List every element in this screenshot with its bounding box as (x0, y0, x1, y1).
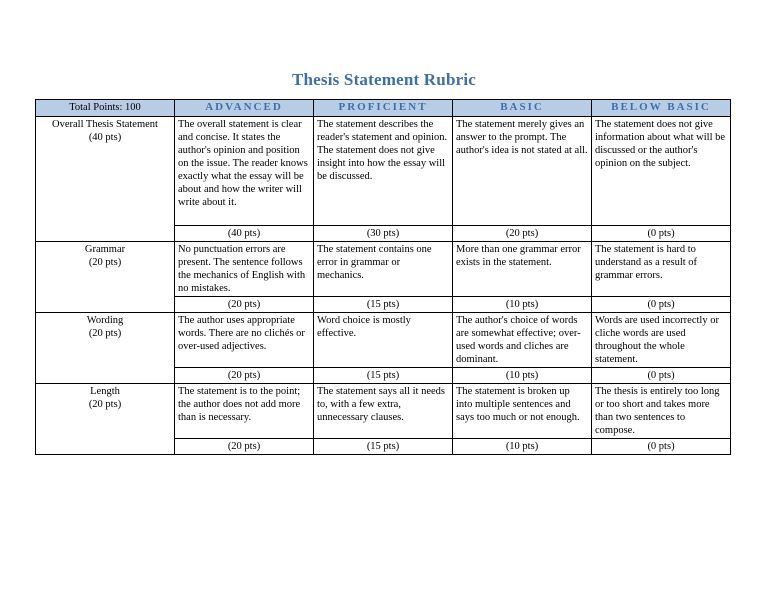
score-below-basic: (0 pts) (592, 368, 731, 384)
description-proficient: The statement contains one error in grammar or mechanics. (314, 242, 453, 297)
header-row (36, 100, 731, 117)
criterion-cell (36, 117, 175, 242)
level-header-basic: BASIC (453, 100, 592, 117)
description-advanced: No punctuation errors are present. The sentence follows the mechanics of English with no mistakes. (175, 242, 314, 297)
score-proficient: (15 pts) (314, 368, 453, 384)
score-basic: (20 pts) (453, 226, 592, 242)
score-basic: (10 pts) (453, 297, 592, 313)
level-header-advanced: ADVANCED (175, 100, 314, 117)
score-advanced: (20 pts) (175, 368, 314, 384)
description-proficient: The statement says all it needs to, with a few extra, unnecessary clauses. (314, 384, 453, 439)
description-proficient: The statement describes the reader's statement and opinion. The statement does not give insight into how the essay will be discussed. (314, 117, 453, 226)
criterion-name: Grammar (84, 244, 126, 255)
score-proficient: (15 pts) (314, 439, 453, 455)
criterion-name: Wording (86, 315, 124, 326)
score-proficient: (15 pts) (314, 297, 453, 313)
total-points-header: Total Points: 100 (36, 100, 175, 117)
level-header-below-basic: BELOW BASIC (592, 100, 731, 117)
score-basic: (10 pts) (453, 439, 592, 455)
score-advanced: (20 pts) (175, 439, 314, 455)
score-proficient: (30 pts) (314, 226, 453, 242)
description-advanced: The author uses appropriate words. There are no clichés or over-used adjectives. (175, 313, 314, 368)
description-basic: The statement is broken up into multiple sentences and says too much or not enough. (453, 384, 592, 439)
score-advanced: (20 pts) (175, 297, 314, 313)
description-proficient: Word choice is mostly effective. (314, 313, 453, 368)
score-below-basic: (0 pts) (592, 226, 731, 242)
criterion-name: Overall Thesis Statement (52, 119, 158, 130)
criterion-cell (36, 384, 175, 455)
description-basic: The author's choice of words are somewhat effective; over-used words and cliches are dominant. (453, 313, 592, 368)
criterion-cell (36, 242, 175, 313)
score-below-basic: (0 pts) (592, 297, 731, 313)
criterion-row (36, 384, 731, 439)
description-below-basic: Words are used incorrectly or cliche words are used throughout the whole statement. (592, 313, 731, 368)
criterion-points: (20 pts) (88, 328, 122, 339)
criterion-points: (20 pts) (88, 257, 122, 268)
criterion-name: Length (90, 386, 120, 397)
rubric-table (35, 99, 731, 455)
description-below-basic: The statement is hard to understand as a result of grammar errors. (592, 242, 731, 297)
description-basic: The statement merely gives an answer to the prompt. The author's idea is not stated at all. (453, 117, 592, 226)
score-advanced: (40 pts) (175, 226, 314, 242)
description-below-basic: The statement does not give information about what will be discussed or the author's opinion on the subject. (592, 117, 731, 226)
score-basic: (10 pts) (453, 368, 592, 384)
criterion-row (36, 117, 731, 226)
criterion-cell (36, 313, 175, 384)
description-advanced: The statement is to the point; the author does not add more than is necessary. (175, 384, 314, 439)
criterion-row (36, 313, 731, 368)
description-basic: More than one grammar error exists in the statement. (453, 242, 592, 297)
criterion-points: (20 pts) (88, 399, 122, 410)
level-header-proficient: PROFICIENT (314, 100, 453, 117)
page-title: Thesis Statement Rubric (291, 70, 477, 89)
score-below-basic: (0 pts) (592, 439, 731, 455)
description-below-basic: The thesis is entirely too long or too short and takes more than two sentences to compose. (592, 384, 731, 439)
criterion-row (36, 242, 731, 297)
criterion-points: (40 pts) (88, 132, 122, 143)
description-advanced: The overall statement is clear and concise. It states the author's opinion and position on the issue. The reader knows exactly what the essay will be about and how the writer will write about it. (175, 117, 314, 226)
